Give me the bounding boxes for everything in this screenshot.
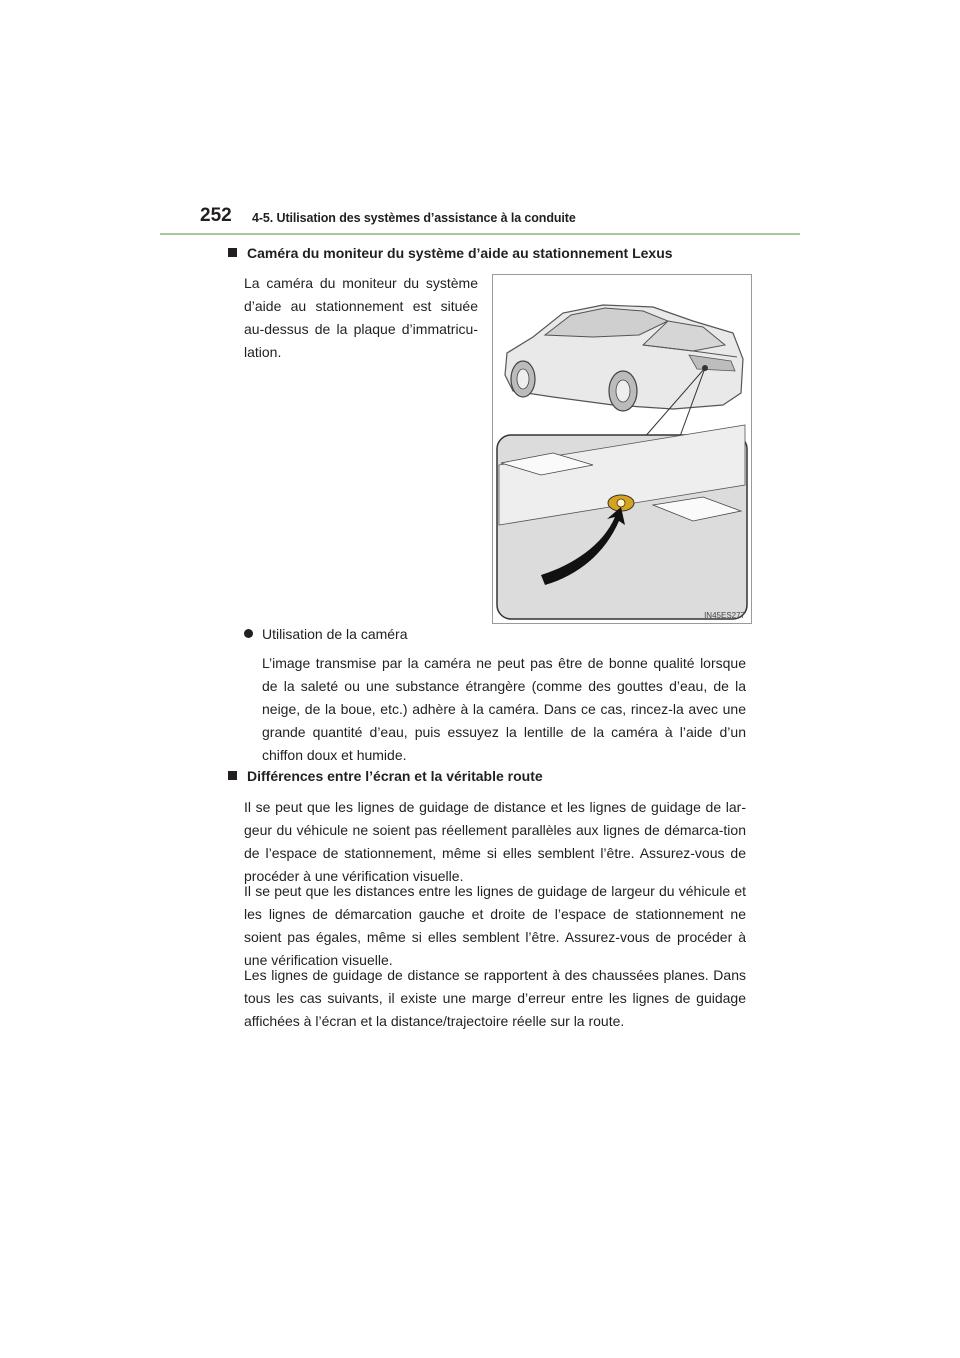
- heading-camera: [228, 245, 673, 261]
- camera-location-text: La caméra du moniteur du système d’aide au stationnement est située au-dessus de la plaque d’immatricu-lation.: [244, 275, 478, 360]
- square-bullet-icon: [228, 248, 237, 257]
- bullet-camera-use-title: Utilisation de la caméra: [262, 626, 408, 642]
- paragraph-flat-road: Les lignes de guidage de distance se rapportent à des chaussées planes. Dans tous les cas suivants, il existe une marge d’erreur entre les lignes de guidage affichées à l’écran et la distance/trajectoire réelle sur la route.: [244, 967, 746, 1029]
- heading-differences-text: Différences entre l’écran et la véritable route: [247, 768, 543, 784]
- heading-camera-text: Caméra du moniteur du système d’aide au stationnement Lexus: [247, 245, 673, 261]
- camera-location-figure: [492, 274, 752, 624]
- camera-cleaning-text: L’image transmise par la caméra ne peut pas être de bonne qualité lorsque de la saleté ou une substance étrangère (comme des gouttes d’eau, de la neige, de la boue, etc.) adhère à la caméra. Dans ce cas, rincez-la avec une grande quantité d’eau, puis essuyez la lentille de la caméra à l’aide d’un chiffon doux et humide.: [262, 655, 746, 763]
- heading-differences: [228, 768, 543, 784]
- page-header: [200, 205, 800, 235]
- square-bullet-icon: [228, 771, 237, 780]
- paragraph-guide-lines-parallel: Il se peut que les lignes de guidage de distance et les lignes de guidage de lar-geur du véhicule ne soient pas réellement parallèles aux lignes de démarca-tion de l’espace de stationnement, même si elles semblent l’être. Assurez-vous de procéder à une vérification visuelle.: [244, 799, 746, 884]
- header-divider: [160, 233, 800, 235]
- car-rear-camera-illustration: [493, 275, 751, 623]
- section-title: 4-5. Utilisation des systèmes d’assistance à la conduite: [252, 211, 576, 225]
- page-number: 252: [200, 205, 232, 226]
- figure-code: IN45ES277: [704, 611, 745, 620]
- paragraph-guide-lines-distance: Il se peut que les distances entre les lignes de guidage de largeur du véhicule et les lignes de démarcation gauche et droite de l’espace de stationnement ne soient pas égales, même si elles semblent l’être. Assurez-vous de procéder à une vérification visuelle.: [244, 883, 746, 968]
- round-bullet-icon: [244, 629, 253, 638]
- bullet-camera-use: [244, 623, 408, 646]
